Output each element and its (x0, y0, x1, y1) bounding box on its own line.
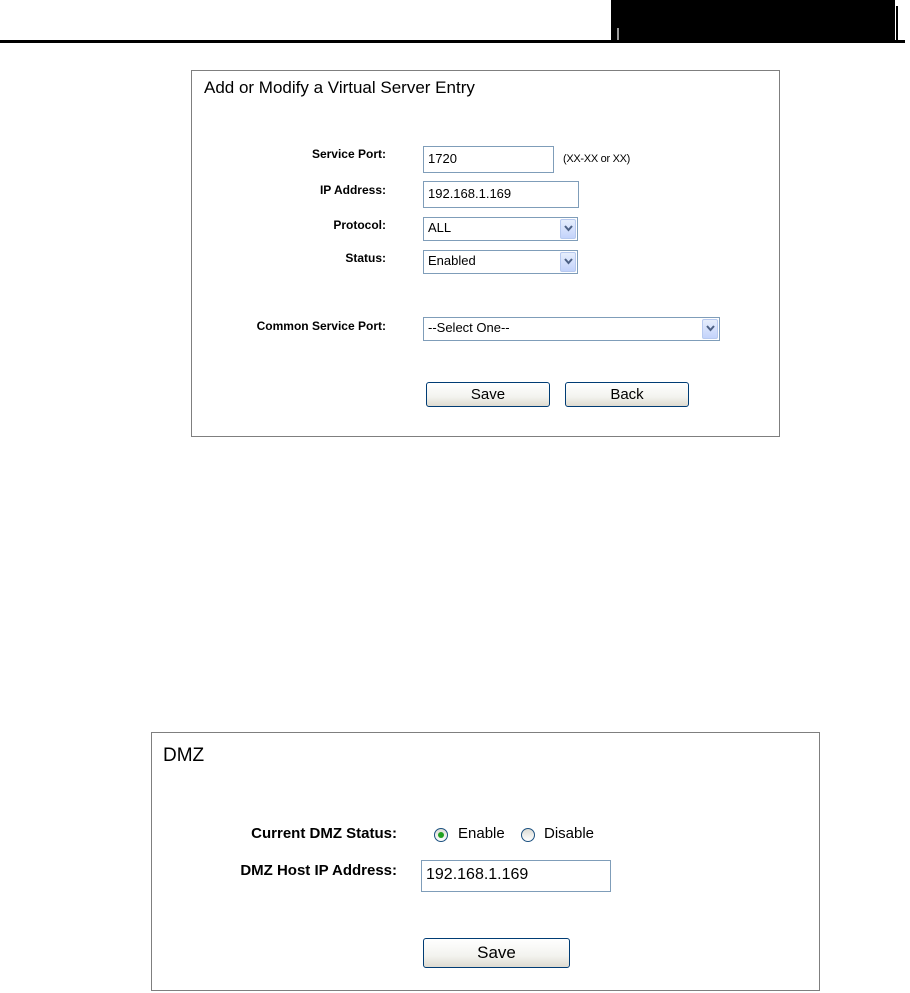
chevron-down-icon[interactable] (560, 219, 576, 239)
save-button[interactable]: Save (426, 382, 550, 407)
dmz-save-button[interactable]: Save (423, 938, 570, 968)
disable-radio[interactable] (521, 828, 535, 842)
service-port-input[interactable]: 1720 (423, 146, 554, 173)
header-rule (0, 40, 905, 43)
radio-selected-dot (438, 832, 444, 838)
enable-radio[interactable] (434, 828, 448, 842)
protocol-select[interactable] (423, 217, 578, 241)
back-button[interactable]: Back (565, 382, 689, 407)
panel-title: DMZ (163, 745, 205, 766)
ip-address-label: IP Address: (319, 183, 386, 197)
header-black-bar (611, 0, 895, 40)
common-service-port-select[interactable] (423, 317, 720, 341)
common-service-port-value: --Select One-- (428, 320, 510, 335)
status-value: Enabled (428, 253, 476, 268)
chevron-down-icon[interactable] (702, 319, 718, 339)
chevron-down-icon[interactable] (560, 252, 576, 272)
virtual-server-panel (191, 70, 780, 437)
header-tick-right (896, 6, 898, 40)
header-tick (617, 28, 619, 40)
status-label: Status: (345, 251, 386, 265)
dmz-panel (151, 732, 820, 991)
dmz-host-ip-label: DMZ Host IP Address: (240, 862, 397, 879)
panel-title: Add or Modify a Virtual Server Entry (204, 78, 475, 97)
service-port-label: Service Port: (311, 147, 386, 161)
enable-radio-label[interactable]: Enable (458, 825, 505, 842)
common-service-port-label: Common Service Port: (256, 319, 386, 333)
status-select[interactable] (423, 250, 578, 274)
ip-address-input[interactable]: 192.168.1.169 (423, 181, 579, 208)
current-dmz-status-label: Current DMZ Status: (251, 825, 397, 842)
protocol-label: Protocol: (333, 218, 386, 232)
dmz-host-ip-input[interactable]: 192.168.1.169 (421, 860, 611, 892)
disable-radio-label[interactable]: Disable (544, 825, 595, 842)
service-port-hint: (XX-XX or XX) (563, 153, 631, 165)
protocol-value: ALL (428, 220, 452, 235)
